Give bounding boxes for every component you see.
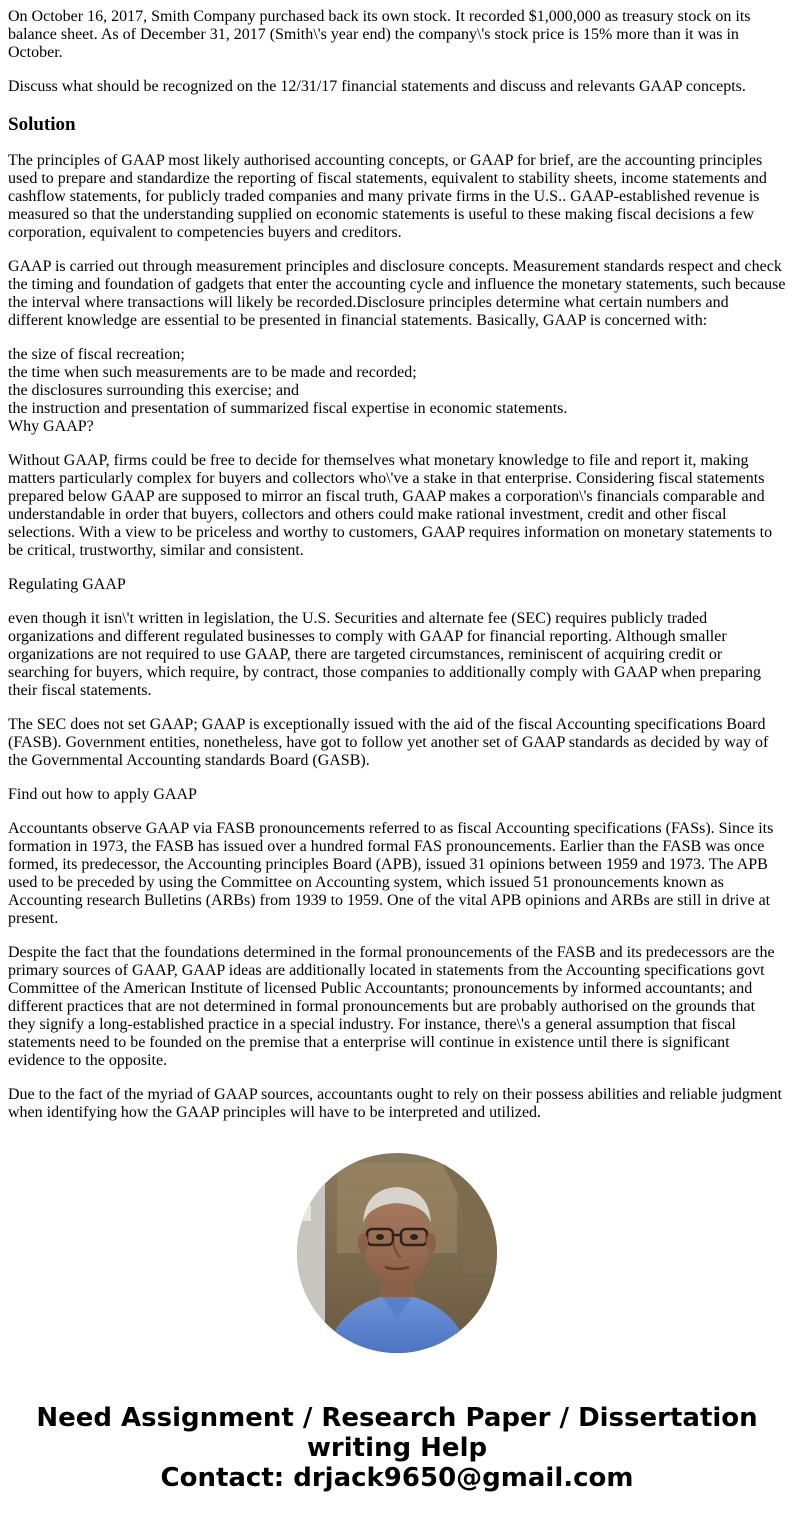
list-item: the size of fiscal recreation;	[8, 346, 185, 363]
solution-paragraph-10: Due to the fact of the myriad of GAAP sources, accountants ought to rely on their possess abilities and reliable judgment when identifying how the GAAP principles will have to be interpreted and utilized.	[8, 1086, 782, 1121]
avatar	[297, 1153, 497, 1353]
section-label-regulating: Regulating GAAP	[8, 576, 126, 593]
promo-line-1: Need Assignment / Research Paper / Dissertation	[36, 1403, 758, 1433]
answer-content	[8, 0, 786, 1123]
promo-contact: Contact: drjack9650@gmail.com	[160, 1463, 634, 1493]
promo-line-2: writing Help	[306, 1433, 488, 1463]
solution-paragraph-1: The principles of GAAP most likely authorised accounting concepts, or GAAP for brief, are the accounting principles used to prepare and standardize the reporting of fiscal statements, equivalent to stability sheets, income statements and cashflow statements, for publicly traded companies and many private firms in the U.S.. GAAP-established revenue is measured so that the understanding supplied on economic statements is useful to these making fiscal decisions a few corporation, equivalent to competencies buyers and creditors.	[8, 152, 767, 241]
question-paragraph-2: Discuss what should be recognized on the 12/31/17 financial statements and discuss and relevants GAAP concepts.	[8, 78, 746, 95]
list-item: Why GAAP?	[8, 418, 94, 435]
solution-paragraph-6: The SEC does not set GAAP; GAAP is exceptionally issued with the aid of the fiscal Accounting specifications Board (FASB). Government entities, nonetheless, have got to follow yet another set of GAAP standards as decided by way of the Governmental Accounting standards Board (GASB).	[8, 716, 769, 769]
list-item: the time when such measurements are to be made and recorded;	[8, 364, 417, 381]
solution-paragraph-9: Despite the fact that the foundations determined in the formal pronouncements of the FASB and its predecessors are the primary sources of GAAP, GAAP ideas are additionally located in statements from the Accounting specifications govt Committee of the American Institute of licensed Public Accountants; pronouncements by informed accountants; and different practices that are not determined in formal pronouncements but are probably authorised on the grounds that they signify a long-established practice in a special industry. For instance, there\'s a general assumption that fiscal statements need to be founded on the premise that a enterprise will continue in existence until there is significant evidence to the opposite.	[8, 944, 775, 1069]
list-item: the instruction and presentation of summarized fiscal expertise in economic statements.	[8, 400, 568, 417]
list-item: the disclosures surrounding this exercise; and	[8, 382, 300, 399]
solution-paragraph-2: GAAP is carried out through measurement principles and disclosure concepts. Measurement standards respect and check the timing and foundation of gadgets that enter the accounting cycle and influence the monetary statements, such because the interval where transactions will likely be recorded.Disclosure principles determine what certain numbers and different knowledge are essential to be presented in financial statements. Basically, GAAP is concerned with:	[8, 258, 786, 329]
section-label-apply: Find out how to apply GAAP	[8, 786, 197, 803]
gaap-concerns-list	[8, 346, 786, 436]
solution-paragraph-8: Accountants observe GAAP via FASB pronouncements referred to as fiscal Accounting specifications (FASs). Since its formation in 1973, the FASB has issued over a hundred formal FAS pronouncements. Earlier than the FASB was once formed, its predecessor, the Accounting principles Board (APB), issued 31 opinions between 1959 and 1973. The APB used to be preceded by using the Committee on Accounting system, which issued 51 pronouncements known as Accounting research Bulletins (ARBs) from 1939 to 1959. One of the vital APB opinions and ARBs are still in drive at present.	[8, 820, 774, 927]
solution-paragraph-3: Without GAAP, firms could be free to decide for themselves what monetary knowledge to file and report it, making matters particularly complex for buyers and collectors who\'ve a stake in that enterprise. Considering fiscal statements prepared below GAAP are supposed to mirror an fiscal truth, GAAP makes a corporation\'s financials comparable and understandable in order that buyers, collectors and others could make rational investment, credit and other fiscal selections. With a view to be priceless and worthy to customers, GAAP requires information on monetary statements to be critical, trustworthy, similar and consistent.	[8, 452, 773, 559]
solution-heading: Solution	[8, 114, 76, 135]
promo-banner	[0, 1403, 794, 1493]
solution-paragraph-5: even though it isn\'t written in legislation, the U.S. Securities and alternate fee (SEC) requires publicly traded organizations and different regulated businesses to comply with GAAP for financial reporting. Although smaller organizations are not required to use GAAP, there are targeted circumstances, reminiscent of acquiring credit or searching for buyers, which require, by contract, those companies to additionally comply with GAAP when preparing their fiscal statements.	[8, 610, 761, 699]
portrait-image	[297, 1153, 497, 1353]
question-paragraph-1: On October 16, 2017, Smith Company purchased back its own stock. It recorded $1,000,000 as treasury stock on its balance sheet. As of December 31, 2017 (Smith\'s year end) the company\'s stock price is 15% more than it was in October.	[8, 8, 751, 61]
